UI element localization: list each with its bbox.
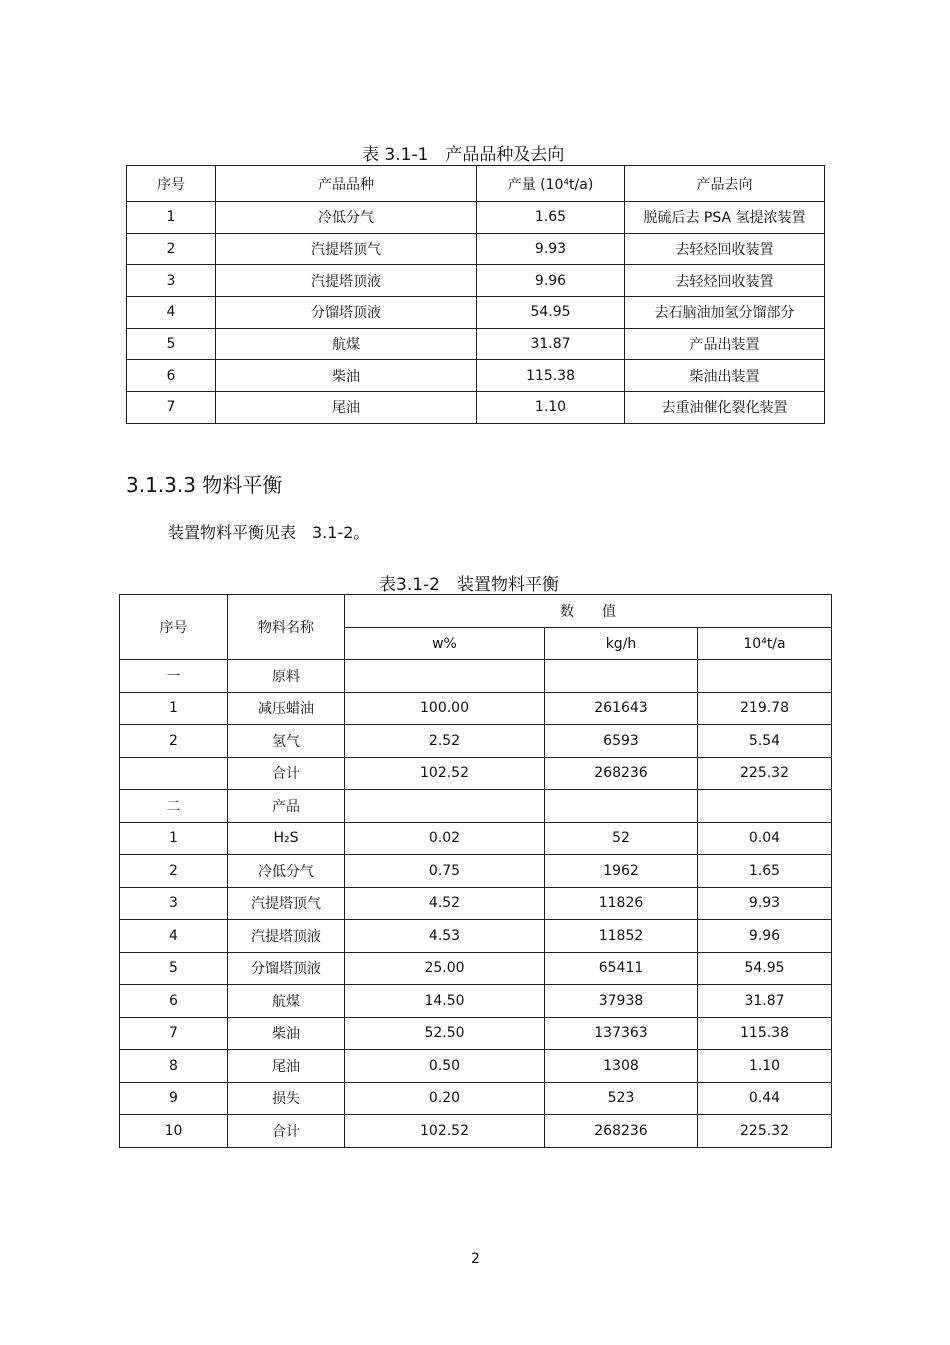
table-cell: 汽提塔顶气 — [216, 233, 477, 265]
table-header-row — [127, 166, 825, 202]
table-cell: 31.87 — [477, 328, 625, 360]
table-cell: 产品 — [228, 790, 345, 823]
table-cell: 7 — [120, 1017, 228, 1050]
table-cell: 合计 — [228, 1115, 345, 1148]
table-cell: 1 — [120, 822, 228, 855]
table-cell: 31.87 — [698, 985, 832, 1018]
table-cell: 6 — [127, 360, 216, 392]
table-cell: 4.52 — [345, 887, 545, 920]
table-cell: 0.75 — [345, 855, 545, 888]
table-cell: 0.20 — [345, 1082, 545, 1115]
table-cell: 102.52 — [345, 757, 545, 790]
table-cell: 0.50 — [345, 1050, 545, 1083]
table-cell: 268236 — [545, 757, 698, 790]
table-cell: 219.78 — [698, 692, 832, 725]
table-cell: 52 — [545, 822, 698, 855]
material-balance-table — [119, 594, 832, 1148]
table-cell: 柴油 — [228, 1017, 345, 1050]
table-cell — [698, 790, 832, 823]
table-cell: 137363 — [545, 1017, 698, 1050]
table-cell: 6593 — [545, 725, 698, 758]
section-heading: 3.1.3.3 物料平衡 — [126, 473, 283, 497]
table-cell: 3 — [127, 265, 216, 297]
product-table-body — [127, 166, 825, 424]
table-cell — [545, 790, 698, 823]
table-cell: 4.53 — [345, 920, 545, 953]
table-cell: 8 — [120, 1050, 228, 1083]
table-cell: 1.65 — [477, 202, 625, 234]
table-row — [120, 660, 832, 693]
table-row — [120, 725, 832, 758]
table-cell — [345, 660, 545, 693]
table-row — [127, 233, 825, 265]
table-row — [120, 790, 832, 823]
table-cell: 0.04 — [698, 822, 832, 855]
table-row — [127, 265, 825, 297]
table-cell: 2.52 — [345, 725, 545, 758]
table-cell: 汽提塔顶气 — [228, 887, 345, 920]
table-row — [127, 392, 825, 424]
table-row — [127, 297, 825, 329]
table-cell: 航煤 — [216, 328, 477, 360]
table-cell: 汽提塔顶液 — [216, 265, 477, 297]
table-cell: 2 — [120, 725, 228, 758]
table-cell: 2 — [120, 855, 228, 888]
table-cell: 尾油 — [216, 392, 477, 424]
table-cell: 脱硫后去 PSA 氢提浓装置 — [625, 202, 825, 234]
page-number: 2 — [471, 1251, 480, 1267]
table-cell: 1962 — [545, 855, 698, 888]
table-cell: 523 — [545, 1082, 698, 1115]
table-cell: 柴油出装置 — [625, 360, 825, 392]
table-cell: 6 — [120, 985, 228, 1018]
column-header: 产量 (10⁴t/a) — [477, 166, 625, 202]
table-cell: 261643 — [545, 692, 698, 725]
table-cell: 225.32 — [698, 757, 832, 790]
column-header: 产品去向 — [625, 166, 825, 202]
table-cell: 损失 — [228, 1082, 345, 1115]
table-cell: 减压蜡油 — [228, 692, 345, 725]
table-cell: 3 — [120, 887, 228, 920]
table-cell: 115.38 — [698, 1017, 832, 1050]
table-row — [120, 985, 832, 1018]
column-header: 产品品种 — [216, 166, 477, 202]
table-cell: 分馏塔顶液 — [228, 952, 345, 985]
col-header-name: 物料名称 — [228, 595, 345, 660]
table-row — [120, 887, 832, 920]
table-row — [127, 202, 825, 234]
table-cell: 1.10 — [477, 392, 625, 424]
table-cell: 11852 — [545, 920, 698, 953]
table-cell: 268236 — [545, 1115, 698, 1148]
table-cell: 5 — [127, 328, 216, 360]
table-row — [127, 328, 825, 360]
table-cell: 65411 — [545, 952, 698, 985]
table-row — [120, 920, 832, 953]
table-row — [120, 1082, 832, 1115]
table-cell: 7 — [127, 392, 216, 424]
table-cell: 102.52 — [345, 1115, 545, 1148]
table-cell: 4 — [120, 920, 228, 953]
table-cell — [345, 790, 545, 823]
table-cell: 2 — [127, 233, 216, 265]
section-paragraph: 装置物料平衡见表 3.1-2。 — [168, 523, 370, 542]
col-header-tpa: 10⁴t/a — [698, 628, 832, 660]
table-row — [120, 692, 832, 725]
table-cell: 54.95 — [477, 297, 625, 329]
table-cell: 52.50 — [345, 1017, 545, 1050]
table-cell: 航煤 — [228, 985, 345, 1018]
table-cell: 去重油催化裂化装置 — [625, 392, 825, 424]
table-cell: 二 — [120, 790, 228, 823]
table-row — [127, 360, 825, 392]
col-header-kgh: kg/h — [545, 628, 698, 660]
table-cell: 11826 — [545, 887, 698, 920]
table-cell: 1308 — [545, 1050, 698, 1083]
table-cell — [120, 757, 228, 790]
table-cell: 分馏塔顶液 — [216, 297, 477, 329]
table-cell: 冷低分气 — [228, 855, 345, 888]
table-cell: 0.02 — [345, 822, 545, 855]
table-cell: 9.96 — [698, 920, 832, 953]
product-table — [126, 165, 825, 424]
table-cell: 9.93 — [477, 233, 625, 265]
table-cell: 1 — [120, 692, 228, 725]
table-row — [120, 1017, 832, 1050]
table-cell: 1.10 — [698, 1050, 832, 1083]
table-cell: 0.44 — [698, 1082, 832, 1115]
table-cell: 25.00 — [345, 952, 545, 985]
table-cell: 柴油 — [216, 360, 477, 392]
table-cell — [545, 660, 698, 693]
table-cell: 原料 — [228, 660, 345, 693]
table1-caption: 表 3.1-1 产品品种及去向 — [362, 145, 565, 165]
table-cell: 9.96 — [477, 265, 625, 297]
table-cell: 54.95 — [698, 952, 832, 985]
table-cell: 1.65 — [698, 855, 832, 888]
table-cell: 合计 — [228, 757, 345, 790]
col-header-no: 序号 — [120, 595, 228, 660]
table-cell: 冷低分气 — [216, 202, 477, 234]
table-cell: 9.93 — [698, 887, 832, 920]
table-cell: 产品出装置 — [625, 328, 825, 360]
column-header: 序号 — [127, 166, 216, 202]
table-cell: 去轻烃回收装置 — [625, 265, 825, 297]
table-cell: 去轻烃回收装置 — [625, 233, 825, 265]
table-row — [120, 1115, 832, 1148]
table-row — [120, 855, 832, 888]
table-cell: 100.00 — [345, 692, 545, 725]
table-row — [120, 757, 832, 790]
table2-caption: 表3.1-2 装置物料平衡 — [379, 575, 559, 595]
table-cell: 10 — [120, 1115, 228, 1148]
table-row — [120, 952, 832, 985]
table-cell: 1 — [127, 202, 216, 234]
table-cell: 尾油 — [228, 1050, 345, 1083]
table-cell: 14.50 — [345, 985, 545, 1018]
table-cell: 5 — [120, 952, 228, 985]
table-row — [120, 822, 832, 855]
table-cell: 115.38 — [477, 360, 625, 392]
table-row — [120, 1050, 832, 1083]
table-cell: 氢气 — [228, 725, 345, 758]
table-cell — [698, 660, 832, 693]
table-cell: 37938 — [545, 985, 698, 1018]
table-cell: 225.32 — [698, 1115, 832, 1148]
table-cell: 汽提塔顶液 — [228, 920, 345, 953]
col-header-w: w% — [345, 628, 545, 660]
table-cell: 5.54 — [698, 725, 832, 758]
table-cell: 4 — [127, 297, 216, 329]
table-cell: H₂S — [228, 822, 345, 855]
table-cell: 9 — [120, 1082, 228, 1115]
col-header-values: 数 值 — [345, 595, 832, 628]
table-cell: 一 — [120, 660, 228, 693]
table-cell: 去石脑油加氢分馏部分 — [625, 297, 825, 329]
